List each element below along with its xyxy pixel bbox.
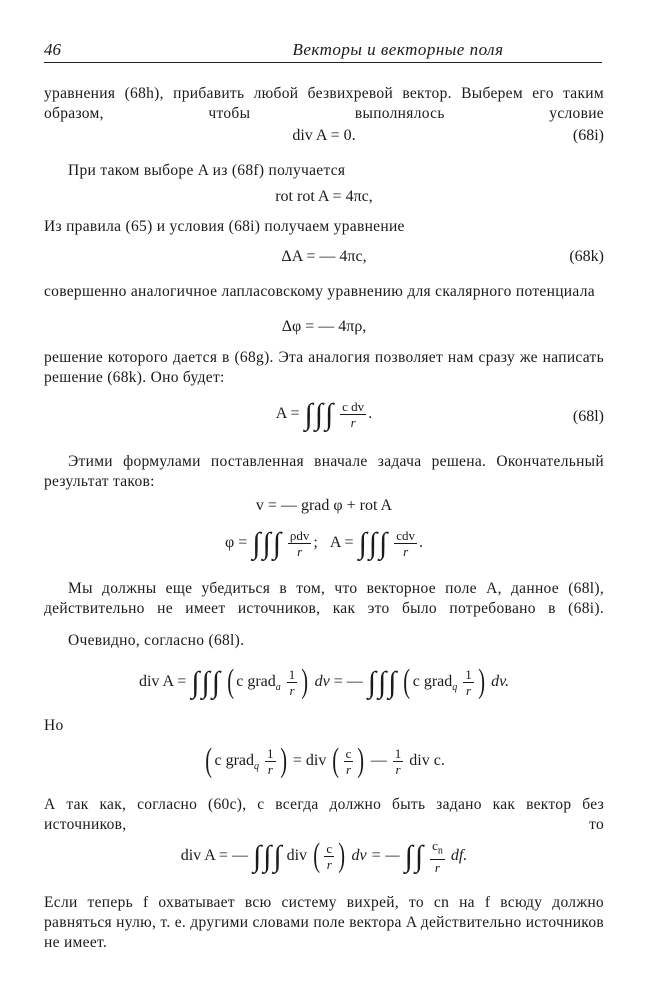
subscript: a (275, 682, 281, 694)
paragraph-8: Очевидно, согласно (68l). (68, 632, 245, 649)
fraction (324, 841, 334, 872)
equation-divA-2 (44, 837, 604, 875)
paragraph-5: решение которого дается в (68g). Эта аналогия позволяет нам сразу же написать решение (68k). Оно будет: (44, 349, 604, 386)
fraction-numerator: 1 (465, 666, 472, 682)
left-paren: ( (205, 742, 213, 779)
fraction-numerator: cdv (396, 527, 415, 543)
left-paren: ( (332, 742, 340, 779)
fraction (340, 399, 366, 430)
running-title: Векторы и векторные поля (292, 40, 504, 59)
paragraph-11: Если теперь f охватывает всю систему вихрей, то cn на f всюду должно равняться нулю, т. е. другими словами поле вектора A действительно источников не имеет. (44, 894, 604, 951)
fraction-denominator: r (267, 761, 273, 777)
df: df. (450, 847, 468, 864)
equation-phi-A (44, 527, 604, 561)
fraction-numerator: c (345, 745, 352, 761)
equation-68l-lhs: A = (275, 405, 300, 422)
left-paren: ( (403, 663, 411, 700)
equation-68l-end: . (368, 405, 373, 422)
integral-sign: ∫ (263, 840, 272, 873)
fraction-denominator: r (326, 856, 332, 872)
integral-sign: ∫ (388, 666, 397, 699)
left-paren: ( (313, 837, 321, 874)
c-grad: c grad (236, 673, 276, 690)
divA-lhs: div A = — (180, 847, 248, 864)
page-number: 46 (44, 40, 61, 59)
fraction (344, 746, 354, 777)
cn-c: c (432, 838, 438, 854)
fraction (287, 667, 298, 698)
equation-rotrot: rot rot A = 4πc, (275, 188, 373, 205)
integral-sign: ∫ (379, 527, 388, 560)
integral-sign: ∫ (358, 527, 367, 560)
integral-sign: ∫ (367, 666, 376, 699)
right-paren: ) (478, 663, 485, 700)
c-grad: c grad (412, 673, 453, 690)
integral-sign: ∫ (324, 398, 334, 431)
fraction-numerator: 1 (394, 745, 402, 761)
fraction-denominator: r (465, 682, 472, 698)
dv-equals-minus: dv = — (351, 847, 400, 864)
integral-sign: ∫ (314, 398, 323, 431)
paragraph-6: Этими формулами поставленная вначале задача решена. Окончательный результат таков: (44, 453, 604, 490)
fraction-numerator: 1 (267, 745, 274, 761)
equals-div: = div (292, 752, 327, 769)
equation-number-68k: (68k) (569, 248, 604, 265)
equation-68k: ΔA = — 4πc, (281, 248, 367, 265)
equation-end: . (419, 534, 423, 551)
right-paren: ) (357, 742, 365, 779)
integral-sign: ∫ (377, 666, 387, 699)
right-paren: ) (301, 663, 309, 700)
fraction (265, 746, 276, 777)
minus: — (370, 752, 387, 769)
separator: ; (313, 534, 318, 551)
phi-lhs: φ = (224, 534, 248, 551)
divA-lhs: div A = (138, 673, 187, 690)
paragraph-10: А так как, согласно (60c), c всегда должно быть задано как вектор без источников, то (44, 796, 604, 833)
fraction-denominator: r (350, 414, 356, 430)
equation-68l (44, 398, 604, 432)
fraction (463, 667, 474, 698)
equation-68i: div A = 0. (292, 127, 356, 144)
equals-minus: = — (333, 673, 363, 690)
fraction-numerator: c (326, 840, 333, 856)
fraction-denominator: r (289, 682, 295, 698)
fraction-denominator: r (434, 859, 440, 875)
div-c: div c. (409, 752, 445, 769)
integral-sign: ∫ (272, 527, 281, 560)
equation-divA-1 (44, 663, 604, 701)
cn-sub: n (437, 845, 443, 857)
dv: dv (314, 673, 330, 690)
integral-sign: ∫ (414, 840, 424, 873)
left-paren: ( (227, 663, 234, 700)
integral-sign: ∫ (252, 527, 261, 560)
c-grad: c grad (214, 752, 255, 769)
fraction-denominator: r (297, 543, 303, 559)
subscript: q (452, 682, 458, 694)
fraction-denominator: r (395, 761, 401, 777)
integral-sign: ∫ (368, 527, 377, 560)
paragraph-7: Мы должны еще убедиться в том, что векторное поле A, данное (68l), действительно не имеет источников, как это было потребовано в (68i). (44, 580, 604, 617)
paragraph-9: Но (44, 717, 64, 734)
fraction (393, 746, 404, 777)
fraction-numerator: c dv (342, 398, 365, 414)
equation-grad (44, 742, 604, 780)
paragraph-2: При таком выборе A из (68f) получается (68, 162, 346, 179)
fraction-numerator: 1 (288, 666, 296, 682)
fraction (394, 528, 417, 559)
fraction (288, 528, 312, 559)
right-paren: ) (338, 837, 346, 874)
paragraph-1: уравнения (68h), прибавить любой безвихревой вектор. Выберем его таким образом, чтобы выполнялось условие (44, 85, 604, 122)
equation-v-result: v = — grad φ + rot A (255, 497, 393, 514)
integral-sign: ∫ (273, 840, 282, 873)
subscript: q (254, 761, 260, 773)
paragraph-3: Из правила (65) и условия (68i) получаем уравнение (44, 218, 405, 235)
integral-sign: ∫ (191, 666, 200, 699)
integral-sign: ∫ (262, 527, 271, 560)
fraction-numerator (430, 838, 445, 860)
page-header (44, 40, 602, 63)
fraction-numerator: ρdv (289, 527, 310, 543)
div-word: div (286, 847, 308, 864)
fraction (430, 838, 445, 875)
integral-sign: ∫ (211, 666, 220, 699)
integral-sign: ∫ (252, 840, 262, 873)
equation-number-68l: (68l) (572, 408, 604, 425)
fraction-denominator: r (403, 543, 409, 559)
paragraph-4: совершенно аналогичное лапласовскому уравнению для скалярного потенциала (44, 283, 595, 300)
fraction-denominator: r (346, 761, 352, 777)
right-paren: ) (279, 742, 287, 779)
dv-end: dv. (491, 673, 509, 690)
A-lhs: A = (329, 534, 354, 551)
integral-sign: ∫ (404, 840, 413, 873)
equation-number-68i: (68i) (572, 127, 604, 144)
integral-sign: ∫ (304, 398, 313, 431)
equation-laplace: Δφ = — 4πρ, (281, 318, 367, 335)
integral-sign: ∫ (201, 666, 210, 699)
